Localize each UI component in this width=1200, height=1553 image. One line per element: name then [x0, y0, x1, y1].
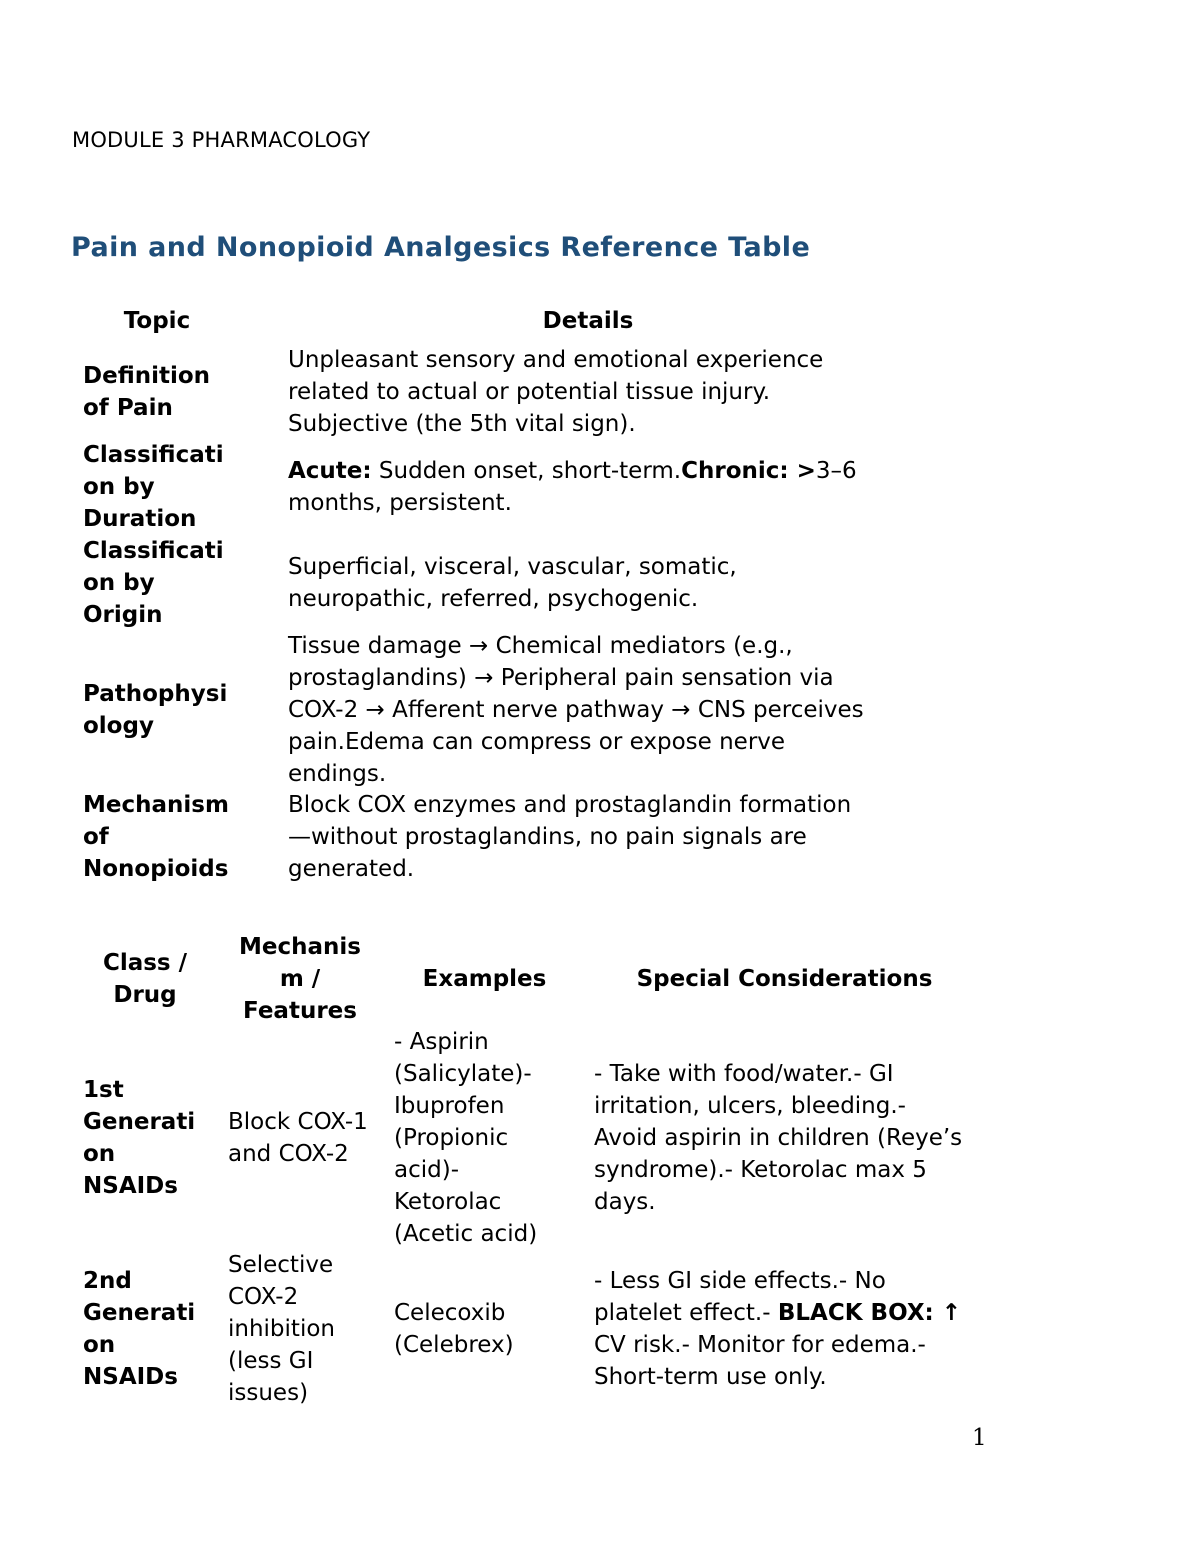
table1-row-details: Block COX enzymes and prostaglandin formation —without prostaglandins, no pain signals are generated.	[288, 792, 852, 882]
document-header: MODULE 3 PHARMACOLOGY	[72, 128, 371, 152]
table1-row-details: Tissue damage → Chemical mediators (e.g., prostaglandins) → Peripheral pain sensation via COX-2 → Afferent nerve pathway → CNS perceives pain.Edema can compress or expose nerve endings.	[288, 633, 864, 787]
table2-header-considerations: Special Considerations	[636, 966, 933, 992]
table1-row-topic: Pathophysi ology	[83, 681, 228, 739]
considerations-text: - Less GI side effects.- No platelet effect.-	[594, 1268, 886, 1326]
table1-row-details: Unpleasant sensory and emotional experience related to actual or potential tissue injury. Subjective (the 5th vital sign).	[288, 347, 824, 437]
chronic-text: 3–6 months, persistent.	[288, 458, 857, 516]
table1-row-topic: Classificati on by Duration	[83, 442, 224, 532]
table2-row-examples: - Aspirin (Salicylate)- Ibuprofen (Propionic acid)- Ketorolac (Acetic acid)	[394, 1029, 538, 1247]
chronic-label: Chronic: >	[681, 458, 816, 484]
table2-row-class: 1st Generati on NSAIDs	[83, 1077, 196, 1199]
table2-header-examples: Examples	[422, 966, 547, 992]
table2-row-class: 2nd Generati on NSAIDs	[83, 1268, 196, 1390]
considerations-text: CV risk.- Monitor for edema.- Short-term use only.	[594, 1332, 926, 1390]
table2-header-mechanism: Mechanis m / Features	[239, 934, 361, 1024]
table2-row-mechanism: Selective COX-2 inhibition (less GI issues)	[228, 1252, 335, 1406]
table2-row-examples: Celecoxib (Celebrex)	[394, 1300, 514, 1358]
table1-row-topic: Definition of Pain	[83, 363, 211, 421]
table1-row-topic: Mechanism of Nonopioids	[83, 792, 229, 882]
table2-row-considerations: - Take with food/water.- GI irritation, ulcers, bleeding.- Avoid aspirin in children (Reye’s syndrome).- Ketorolac max 5 days.	[594, 1061, 963, 1215]
table2-row-mechanism: Block COX-1 and COX-2	[228, 1109, 368, 1167]
table2-row-considerations	[594, 1265, 961, 1393]
table2-header-class: Class / Drug	[102, 950, 188, 1008]
table1-row-topic: Classificati on by Origin	[83, 538, 224, 628]
table1-header-details: Details	[542, 308, 634, 334]
table1-row-details: Superficial, visceral, vascular, somatic, neuropathic, referred, psychogenic.	[288, 554, 737, 612]
table1-header-topic: Topic	[123, 308, 191, 334]
black-box-warning: BLACK BOX: ↑	[777, 1300, 962, 1326]
acute-label: Acute:	[288, 458, 372, 484]
page-number: 1	[972, 1425, 987, 1451]
document-title: Pain and Nonopioid Analgesics Reference Table	[71, 232, 811, 263]
table1-row-details	[288, 455, 857, 519]
acute-text: Sudden onset, short-term.	[371, 458, 682, 484]
